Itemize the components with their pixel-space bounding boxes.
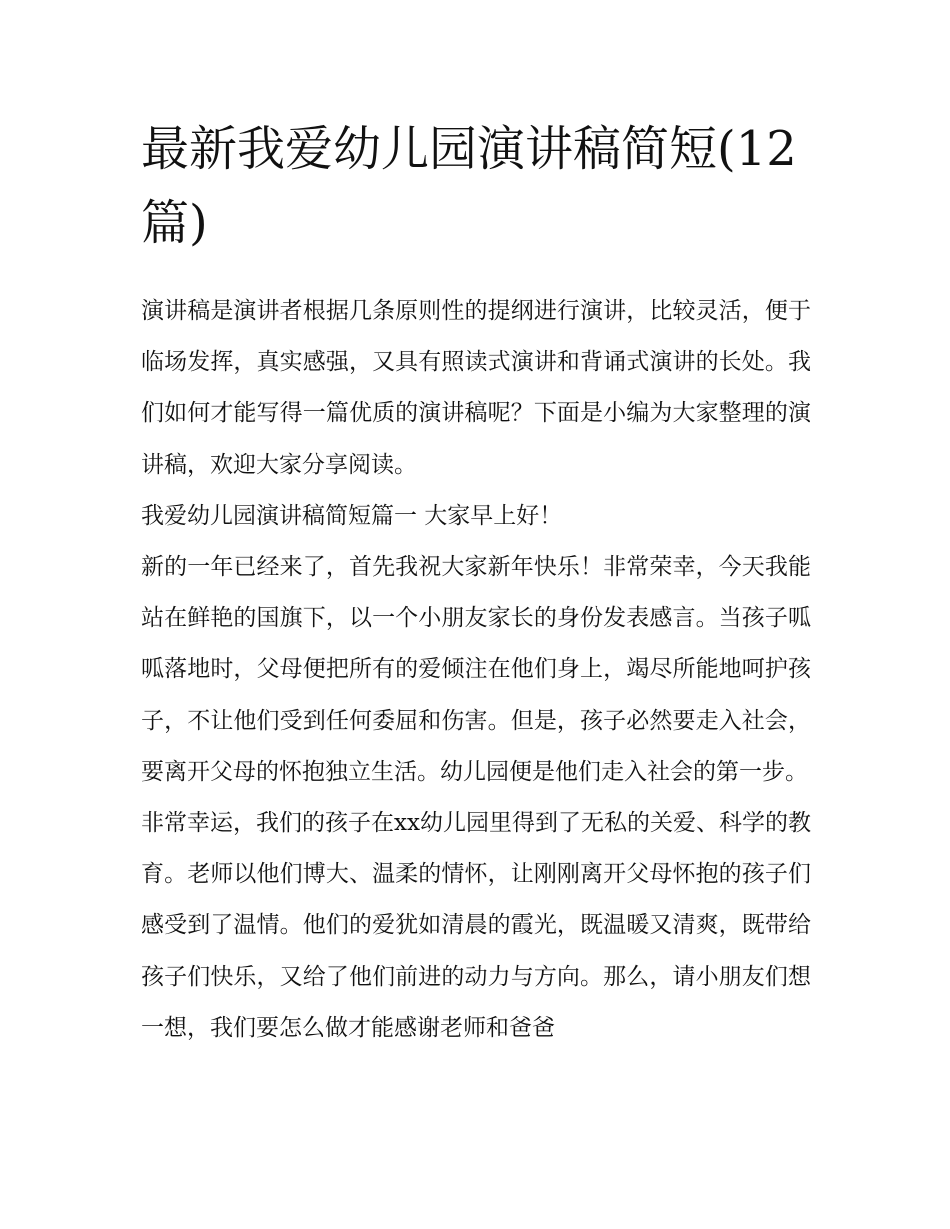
body-paragraph: 非常幸运，我们的孩子在xx幼儿园里得到了无私的关爱、科学的教育。老师以他们博大、温柔的情怀，让刚刚离开父母怀抱的孩子们感受到了温情。他们的爱犹如清晨的霞光，既温暖又清爽，既带给孩子们快乐，又给了他们前进的动力与方向。那么，请小朋友们想一想，我们要怎么做才能感谢老师和爸爸 bbox=[141, 810, 811, 1041]
document-title: 最新我爱幼儿园演讲稿简短(12篇) bbox=[141, 121, 797, 251]
section-heading-paragraph: 我爱幼儿园演讲稿简短篇一 大家早上好！ bbox=[141, 502, 563, 529]
document-page bbox=[141, 112, 811, 1054]
body-paragraph: 新的一年已经来了，首先我祝大家新年快乐！非常荣幸，今天我能站在鲜艳的国旗下，以一个小朋友家长的身份发表感言。当孩子呱呱落地时，父母便把所有的爱倾注在他们身上，竭尽所能地呵护孩子，不让他们受到任何委屈和伤害。但是，孩子必然要走入社会，要离开父母的怀抱独立生活。幼儿园便是他们走入社会的第一步。 bbox=[141, 554, 811, 785]
intro-paragraph: 演讲稿是演讲者根据几条原则性的提纲进行演讲，比较灵活，便于临场发挥，真实感强，又具有照读式演讲和背诵式演讲的长处。我们如何才能写得一篇优质的演讲稿呢？下面是小编为大家整理的演讲稿，欢迎大家分享阅读。 bbox=[141, 298, 811, 478]
document-body bbox=[141, 286, 811, 1054]
